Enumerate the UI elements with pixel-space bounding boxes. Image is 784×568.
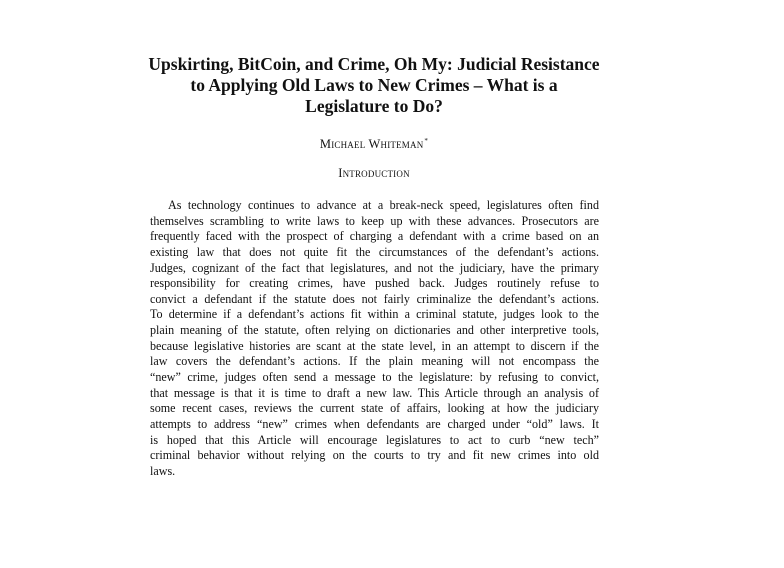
paragraph-line: convict a defendant if the statute does not fairly criminalize the defendant’s actions. bbox=[150, 291, 599, 306]
paragraph-line: To determine if a defendant’s actions fit within a criminal statute, judges look to the bbox=[150, 307, 599, 322]
section-heading: Introduction bbox=[338, 166, 410, 180]
paragraph-line: As technology continues to advance at a break-neck speed, legislatures often find bbox=[168, 198, 599, 212]
article-title bbox=[120, 54, 628, 117]
author-footnote-mark: * bbox=[424, 137, 429, 145]
author-byline bbox=[0, 134, 748, 151]
paragraph-line: attempts to address “new” crimes when defendants are charged under “old” laws. It bbox=[150, 416, 599, 431]
paragraph-line: responsibility for creating crimes, have pushed back. Judges routinely refuse to bbox=[150, 276, 599, 291]
paragraph-line: “new” crime, judges often send a message to the legislature: by refusing to convict, bbox=[150, 370, 599, 385]
paragraph-line: because legislative histories are scant at the state level, in an attempt to discern if the bbox=[150, 338, 599, 353]
paragraph-line: frequently faced with the prospect of charging a defendant with a crime based on an bbox=[150, 229, 599, 244]
article-title-line: to Applying Old Laws to New Crimes – What is a bbox=[190, 75, 558, 95]
paragraph-line: criminal behavior without relying on the courts to try and fit new crimes into old bbox=[150, 448, 599, 463]
paragraph-line: that message is that it is time to draft a new law. This Article through an analysis of bbox=[150, 385, 599, 400]
paragraph-line: law covers the defendant’s actions. If the plain meaning will not encompass the bbox=[150, 354, 599, 369]
body-paragraph bbox=[150, 198, 599, 480]
paragraph-line: Judges, cognizant of the fact that legislatures, and not the judiciary, have the primary bbox=[150, 260, 599, 275]
paragraph-line: laws. bbox=[150, 463, 176, 478]
article-title-line: Upskirting, BitCoin, and Crime, Oh My: Judicial Resistance bbox=[148, 54, 600, 74]
author-name: Michael Whiteman bbox=[319, 137, 424, 151]
article-title-line: Legislature to Do? bbox=[305, 96, 443, 116]
paragraph-line: plain meaning of the statute, often relying on dictionaries and other interpretive tools, bbox=[150, 323, 599, 338]
paragraph-line: is hoped that this Article will encourage legislatures to act to curb “new tech” bbox=[150, 432, 599, 447]
paragraph-line: existing law that does not quite fit the circumstances of the defendant’s actions. bbox=[150, 244, 599, 259]
paragraph-line: themselves scrambling to write laws to keep up with these advances. Prosecutors are bbox=[150, 213, 599, 228]
paragraph-line: some recent cases, reviews the current state of affairs, looking at how the judiciary bbox=[150, 401, 599, 416]
